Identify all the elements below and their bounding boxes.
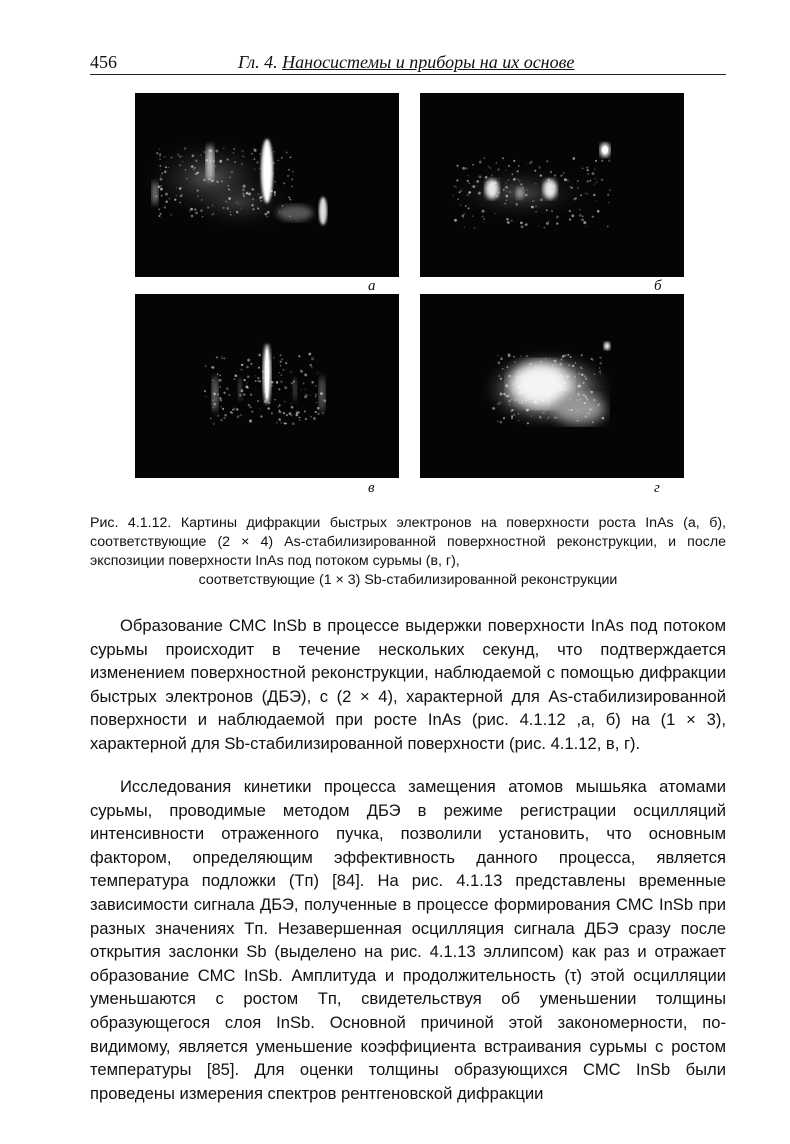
paragraph-1-text: Образование СМС InSb в процессе выдержки поверхности InAs под потоком сурьмы происходит в течение нескольких секунд, что подтверждается изменением поверхностной реконструкции, наблюдаемой с помощью дифракции быстрых электронов (ДБЭ), с (2 × 4), характерной для As-стабилизированной поверхности и наблюдаемой при росте InAs (рис. 4.1.12 ,а, б) на (1 × 3), характерной для Sb-стабилизированной поверхности (рис. 4.1.12, в, г).	[90, 616, 726, 753]
chapter-title: Наносистемы и приборы на их основе	[282, 52, 575, 72]
rheed-pattern-b	[420, 93, 684, 277]
panel-label-v: в	[368, 480, 375, 496]
chapter-number: Гл. 4.	[238, 52, 278, 72]
page-number: 456	[90, 52, 117, 72]
running-header	[90, 52, 726, 75]
panel-label-b: б	[654, 278, 662, 294]
panel-label-a: а	[368, 278, 376, 294]
paragraph-2-text: Исследования кинетики процесса замещения атомов мышьяка атомами сурьмы, проводимые методом ДБЭ в режиме регистрации осцилляций интенсивности отраженного пучка, позволили установить, что основным фактором, определяющим эффективность данного процесса, является температура подложки (Tп) [84]. На рис. 4.1.13 представлены временные зависимости сигнала ДБЭ, полученные в процессе формирования СМС InSb при разных значениях Tп. Незавершенная осцилляция сигнала ДБЭ сразу после открытия заслонки Sb (выделено на рис. 4.1.13 эллипсом) как раз и отражает образование СМС InSb. Амплитуда и продолжительность (τ) этой осцилляции уменьшаются с ростом Tп, свидетельствуя об уменьшении толщины образующегося слоя InSb. Основной причиной этой закономерности, по-видимому, является уменьшение коэффициента встраивания сурьмы с ростом температуры [85]. Для оценки толщины образующихся СМС InSb были проведены измерения спектров рентгеновской дифракции	[90, 777, 726, 1103]
figure-caption	[90, 514, 726, 590]
caption-last-line: соответствующие (1 × 3) Sb-стабилизированной реконструкции	[198, 572, 618, 588]
paragraph-2	[90, 775, 726, 1105]
rheed-pattern-v	[135, 294, 399, 478]
panel-label-g: г	[654, 480, 660, 496]
running-title	[238, 52, 574, 72]
rheed-pattern-a	[135, 93, 399, 277]
rheed-pattern-g	[420, 294, 684, 478]
caption-text: Рис. 4.1.12. Картины дифракции быстрых электронов на поверхности роста InAs (а, б), соответствующие (2 × 4) As-стабилизированной поверхностной реконструкции, и после экспозиции поверхности InAs под потоком сурьмы (в, г),	[90, 515, 726, 569]
paragraph-1	[90, 614, 726, 756]
